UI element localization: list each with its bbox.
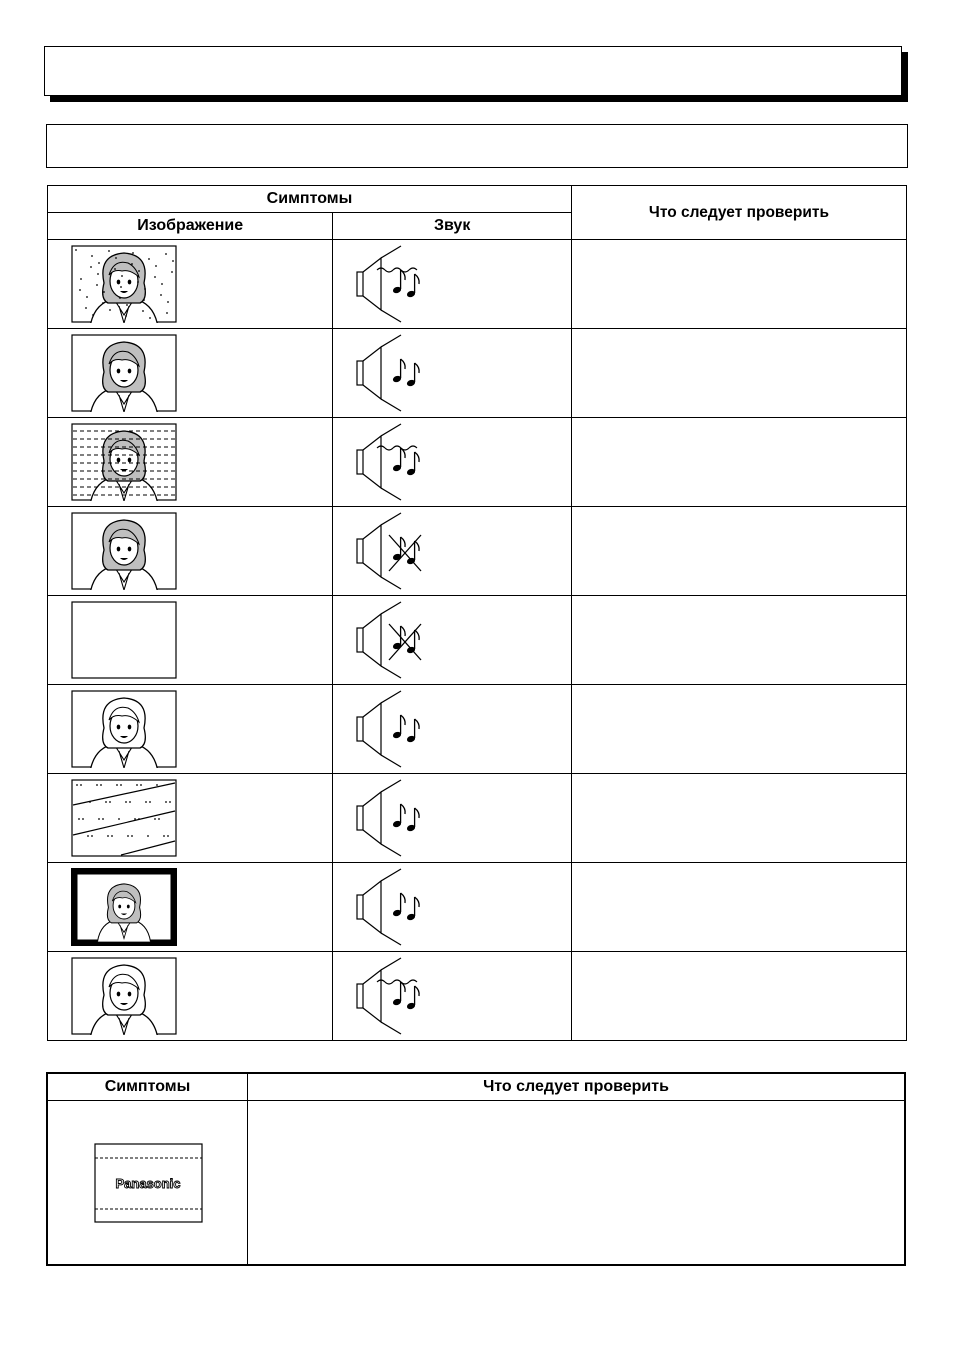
table-row: [48, 774, 907, 863]
tv-screen-icon: [71, 601, 177, 679]
header-sound: Звук: [333, 213, 572, 240]
speaker-normal-icon: [353, 333, 443, 413]
sound-cell: [333, 507, 572, 596]
check-cell: [571, 596, 906, 685]
table-row: [48, 418, 907, 507]
tv-screen-icon: [71, 690, 177, 768]
tv-screen-icon: [71, 245, 177, 323]
image-cell: [48, 418, 333, 507]
image-cell: [48, 240, 333, 329]
speaker-normal-icon: [353, 689, 443, 769]
header-symptoms-2: Симптомы: [47, 1073, 248, 1101]
check-cell: [571, 418, 906, 507]
tv-logo-screen-icon: [48, 1101, 247, 1259]
brand-logo-text: Panasonic: [115, 1176, 181, 1191]
speaker-no-sound-icon: [353, 600, 443, 680]
section-heading-box: [46, 124, 908, 168]
header-check-2: Что следует проверить: [248, 1073, 906, 1101]
table-row: [47, 1101, 905, 1266]
check-cell: [571, 952, 906, 1041]
sound-cell: [333, 774, 572, 863]
image-cell: [48, 685, 333, 774]
table-row: [48, 240, 907, 329]
table-row: [48, 507, 907, 596]
header-check: Что следует проверить: [571, 186, 906, 240]
tv-screen-icon: [71, 423, 177, 501]
sound-cell: [333, 240, 572, 329]
image-cell: [48, 507, 333, 596]
check-cell: [571, 685, 906, 774]
symptom-image-cell: [47, 1101, 248, 1266]
symptoms-table-2: [46, 1072, 906, 1266]
check-cell: [571, 774, 906, 863]
sound-cell: [333, 952, 572, 1041]
table-row: [48, 952, 907, 1041]
table-row: [48, 863, 907, 952]
speaker-noisy-icon: [353, 956, 443, 1036]
sound-cell: [333, 418, 572, 507]
tv-screen-icon: [71, 957, 177, 1035]
speaker-noisy-icon: [353, 422, 443, 502]
table-row: [48, 596, 907, 685]
speaker-normal-icon: [353, 778, 443, 858]
symptoms-table: [47, 185, 907, 1041]
speaker-noisy-icon: [353, 244, 443, 324]
sound-cell: [333, 329, 572, 418]
speaker-normal-icon: [353, 867, 443, 947]
image-cell: [48, 952, 333, 1041]
header-symptoms: Симптомы: [48, 186, 572, 213]
sound-cell: [333, 863, 572, 952]
table-row: [48, 329, 907, 418]
page-title-box: [44, 46, 902, 96]
check-cell: [571, 329, 906, 418]
tv-screen-icon: [71, 779, 177, 857]
sound-cell: [333, 596, 572, 685]
tv-screen-icon: [71, 868, 177, 946]
image-cell: [48, 774, 333, 863]
tv-screen-icon: [71, 512, 177, 590]
check-cell: [571, 240, 906, 329]
check-cell: [248, 1101, 906, 1266]
image-cell: [48, 596, 333, 685]
image-cell: [48, 863, 333, 952]
image-cell: [48, 329, 333, 418]
check-cell: [571, 863, 906, 952]
speaker-no-sound-icon: [353, 511, 443, 591]
check-cell: [571, 507, 906, 596]
table-row: [48, 685, 907, 774]
header-image: Изображение: [48, 213, 333, 240]
sound-cell: [333, 685, 572, 774]
tv-screen-icon: [71, 334, 177, 412]
